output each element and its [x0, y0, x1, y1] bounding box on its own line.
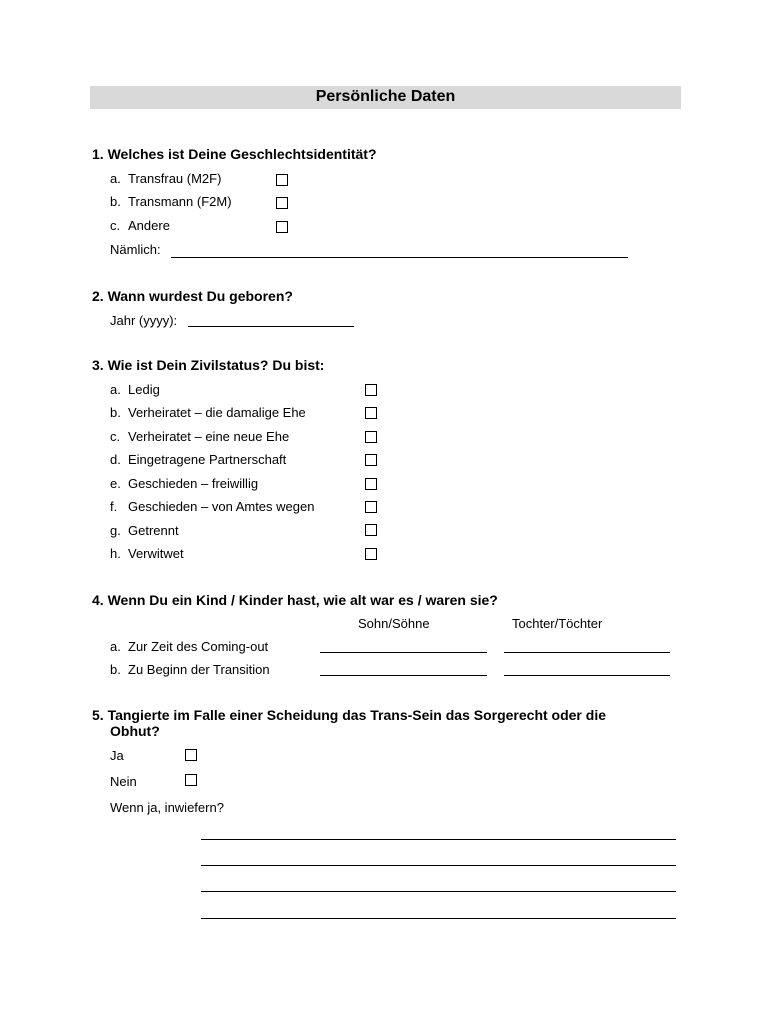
- q3-option-d-letter: d.: [110, 452, 121, 467]
- q4-row-b-sons-input-line[interactable]: [320, 675, 487, 676]
- question-5-line-1: 5. Tangierte im Falle einer Scheidung das Trans-Sein das Sorgerecht oder die: [92, 707, 607, 723]
- q5-yes-label: Ja: [110, 748, 124, 763]
- q3-option-h-label: Verwitwet: [128, 546, 184, 561]
- q5-no-checkbox[interactable]: [185, 774, 197, 786]
- q4-row-b-letter: b.: [110, 662, 121, 677]
- q4-row-a-daughters-input-line[interactable]: [504, 652, 670, 653]
- q3-option-c-letter: c.: [110, 429, 121, 444]
- q4-row-b-daughters-input-line[interactable]: [504, 675, 670, 676]
- q3-option-b-label: Verheiratet – die damalige Ehe: [128, 405, 306, 420]
- q1-option-a-checkbox[interactable]: [276, 174, 288, 186]
- q2-year-label: Jahr (yyyy):: [110, 313, 178, 328]
- q5-answer-line-2[interactable]: [201, 865, 676, 866]
- q3-option-g-checkbox[interactable]: [365, 524, 377, 536]
- question-2: 2. Wann wurdest Du geboren?: [92, 288, 293, 304]
- q1-option-b-letter: b.: [110, 194, 121, 209]
- q1-option-a-label: Transfrau (M2F): [128, 171, 222, 186]
- q2-year-input-line[interactable]: [188, 326, 354, 327]
- q3-option-g-letter: g.: [110, 523, 121, 538]
- question-1: 1. Welches ist Deine Geschlechtsidentität?: [92, 146, 377, 162]
- q3-option-b-checkbox[interactable]: [365, 407, 377, 419]
- q1-other-input-line[interactable]: [171, 257, 628, 258]
- q4-row-a-sons-input-line[interactable]: [320, 652, 487, 653]
- q1-other-label: Nämlich:: [110, 242, 161, 257]
- q3-option-e-letter: e.: [110, 476, 121, 491]
- q5-no-label: Nein: [110, 774, 137, 789]
- q3-option-f-letter: f.: [110, 499, 118, 514]
- q3-option-f-label: Geschieden – von Amtes wegen: [128, 499, 315, 514]
- q3-option-d-checkbox[interactable]: [365, 454, 377, 466]
- q5-answer-line-3[interactable]: [201, 891, 676, 892]
- question-4: 4. Wenn Du ein Kind / Kinder hast, wie alt war es / waren sie?: [92, 592, 498, 608]
- q3-option-a-label: Ledig: [128, 382, 160, 397]
- q3-option-c-checkbox[interactable]: [365, 431, 377, 443]
- q4-col-sons-header: Sohn/Söhne: [358, 616, 430, 631]
- q1-option-c-checkbox[interactable]: [276, 221, 288, 233]
- q3-option-a-letter: a.: [110, 382, 121, 397]
- q1-option-b-checkbox[interactable]: [276, 197, 288, 209]
- q4-row-a-letter: a.: [110, 639, 121, 654]
- q3-option-d-label: Eingetragene Partnerschaft: [128, 452, 287, 467]
- q3-option-b-letter: b.: [110, 405, 121, 420]
- q3-option-f-checkbox[interactable]: [365, 501, 377, 513]
- q5-answer-line-1[interactable]: [201, 839, 676, 840]
- q5-yes-checkbox[interactable]: [185, 749, 197, 761]
- question-3: 3. Wie ist Dein Zivilstatus? Du bist:: [92, 357, 325, 373]
- question-5-line-2: Obhut?: [110, 723, 160, 739]
- section-title-bar: [90, 86, 681, 109]
- q1-option-b-label: Transmann (F2M): [128, 194, 232, 209]
- q5-followup-label: Wenn ja, inwiefern?: [110, 800, 224, 815]
- q3-option-h-checkbox[interactable]: [365, 548, 377, 560]
- q5-answer-line-4[interactable]: [201, 918, 676, 919]
- page-title: Persönliche Daten: [315, 88, 456, 105]
- q3-option-a-checkbox[interactable]: [365, 384, 377, 396]
- q4-row-a-label: Zur Zeit des Coming-out: [128, 639, 269, 654]
- q1-option-c-letter: c.: [110, 218, 121, 233]
- q3-option-e-checkbox[interactable]: [365, 478, 377, 490]
- q4-row-b-label: Zu Beginn der Transition: [128, 662, 270, 677]
- q1-option-a-letter: a.: [110, 171, 121, 186]
- q1-option-c-label: Andere: [128, 218, 170, 233]
- q3-option-e-label: Geschieden – freiwillig: [128, 476, 259, 491]
- q3-option-h-letter: h.: [110, 546, 121, 561]
- q3-option-c-label: Verheiratet – eine neue Ehe: [128, 429, 290, 444]
- q3-option-g-label: Getrennt: [128, 523, 179, 538]
- q4-col-daughters-header: Tochter/Töchter: [512, 616, 603, 631]
